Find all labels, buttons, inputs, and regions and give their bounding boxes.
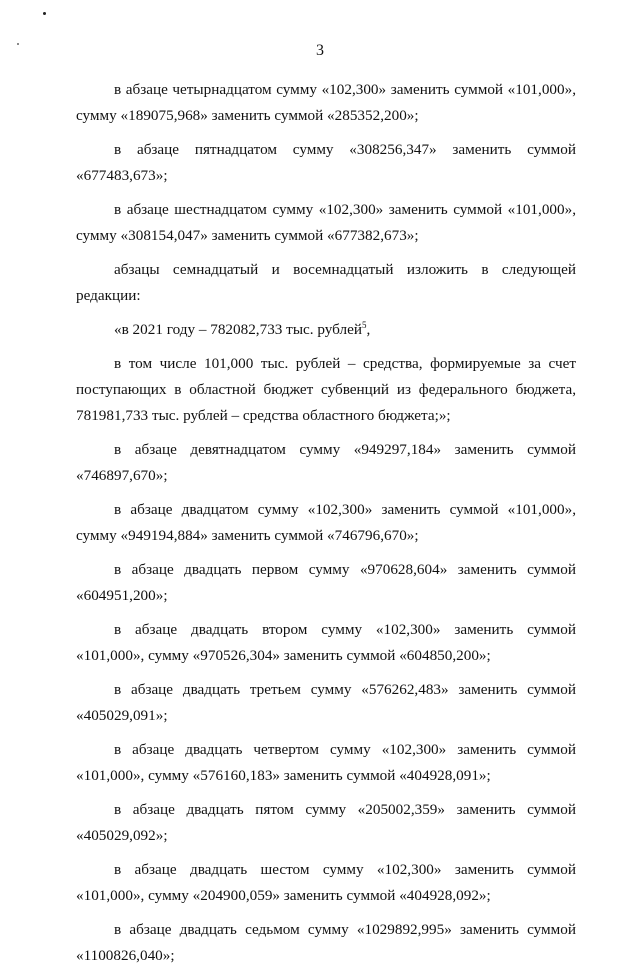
paragraph: в абзаце пятнадцатом сумму «308256,347» заменить суммой «677483,673»; — [76, 141, 576, 184]
paragraph: в абзаце четырнадцатом сумму «102,300» заменить суммой «101,000», сумму «189075,968» заменить суммой «285352,200»; — [76, 81, 576, 124]
paragraph: в абзаце двадцать шестом сумму «102,300» заменить суммой «101,000», сумму «204900,059» заменить суммой «404928,092»; — [76, 861, 576, 904]
page-number: 3 — [316, 42, 324, 59]
paragraph: в абзаце двадцать втором сумму «102,300» заменить суммой «101,000», сумму «970526,304» заменить суммой «604850,200»; — [76, 621, 576, 664]
paragraph: в абзаце двадцать третьем сумму «576262,483» заменить суммой «405029,091»; — [76, 681, 576, 724]
paragraph-quoted-line — [76, 317, 576, 343]
paragraph: в том числе 101,000 тыс. рублей – средства, формируемые за счет поступающих в областной бюджет субвенций из федерального бюджета, 781981,733 тыс. рублей – средства областного бюджета;»; — [76, 355, 576, 424]
paragraph: в абзаце девятнадцатом сумму «949297,184» заменить суммой «746897,670»; — [76, 441, 576, 484]
paragraph: в абзаце двадцать пятом сумму «205002,359» заменить суммой «405029,092»; — [76, 801, 576, 844]
paragraph: абзацы семнадцатый и восемнадцатый изложить в следующей редакции: — [76, 261, 576, 304]
paragraph: в абзаце двадцать первом сумму «970628,604» заменить суммой «604951,200»; — [76, 561, 576, 604]
footnote-mark: 5 — [361, 319, 367, 330]
paragraph: в абзаце двадцатом сумму «102,300» заменить суммой «101,000», сумму «949194,884» заменить суммой «746796,670»; — [76, 501, 576, 544]
paragraph: в абзаце шестнадцатом сумму «102,300» заменить суммой «101,000», сумму «308154,047» заменить суммой «677382,673»; — [76, 201, 576, 244]
quoted-line-tail: , — [366, 321, 371, 338]
scan-speck — [43, 12, 46, 15]
paragraph: в абзаце двадцать четвертом сумму «102,300» заменить суммой «101,000», сумму «576160,183» заменить суммой «404928,091»; — [76, 741, 576, 784]
paragraph: в абзаце двадцать седьмом сумму «1029892,995» заменить суммой «1100826,040»; — [76, 921, 576, 964]
document-body — [76, 77, 576, 969]
quoted-line-text: «в 2021 году – 782082,733 тыс. рублей — [114, 321, 362, 338]
